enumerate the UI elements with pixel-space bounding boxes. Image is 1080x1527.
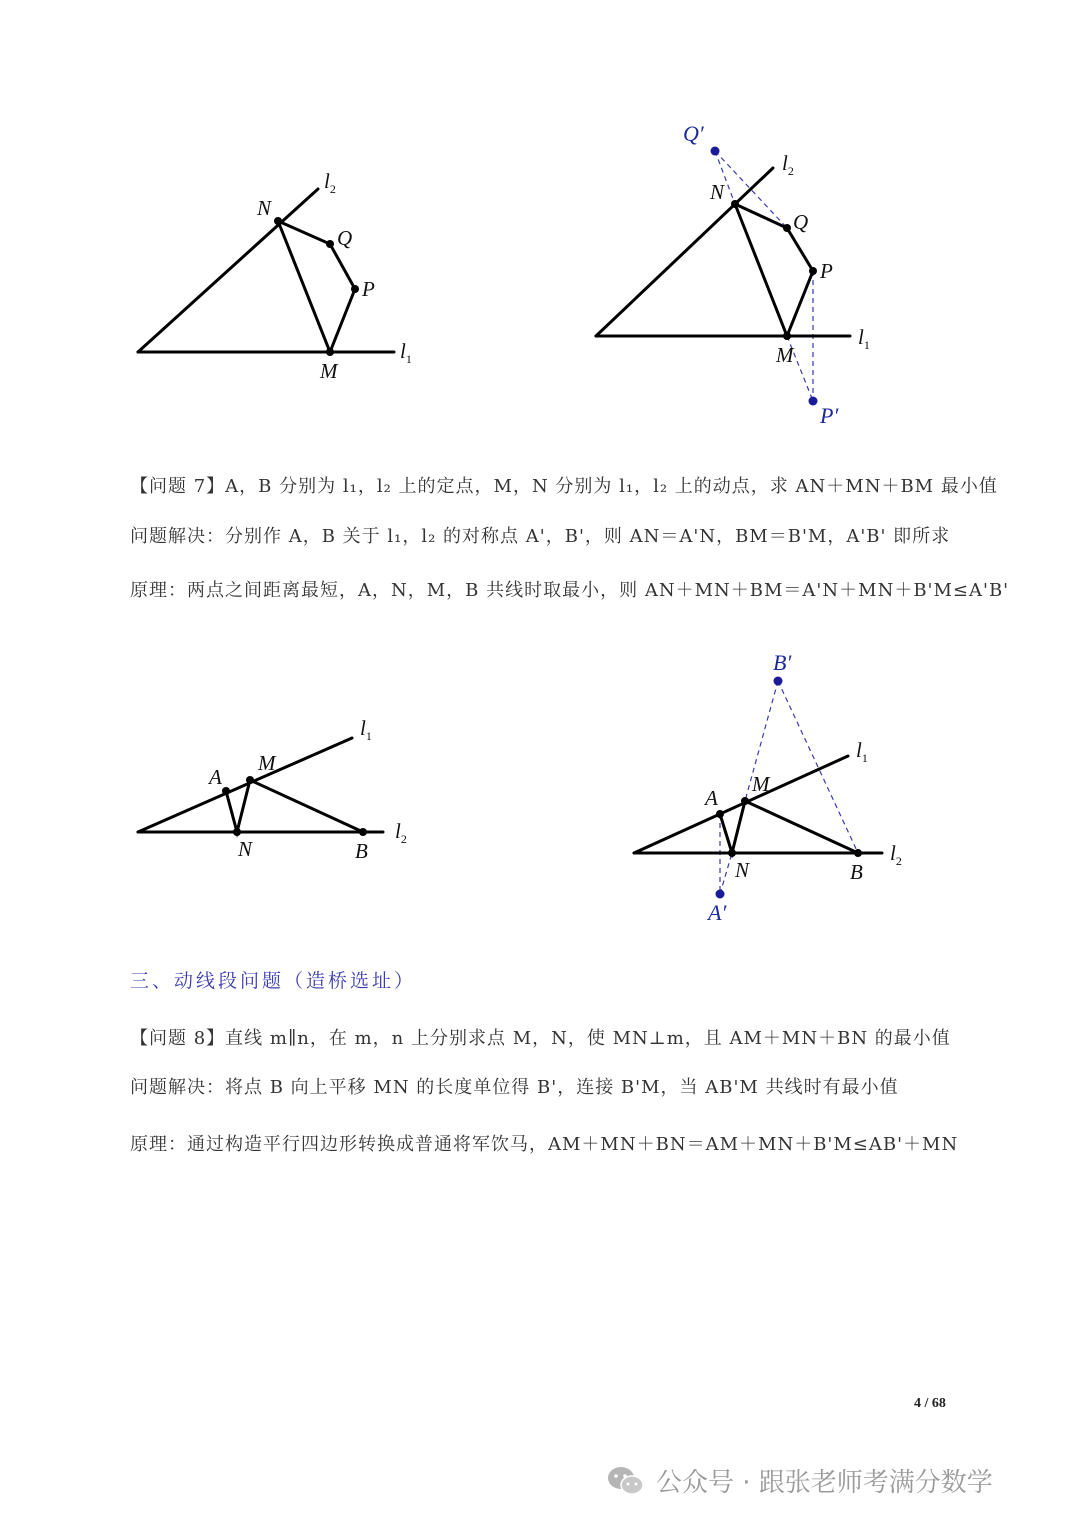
problem8-title: 【问题 8】直线 m∥n，在 m，n 上分别求点 M，N，使 MN⊥m，且 AM＋MN＋BN 的最小值 [130,1028,951,1049]
wechat-icon [606,1465,646,1497]
problem7-principle: 原理：两点之间距离最短，A，N，M，B 共线时取最小，则 AN＋MN＋BM＝A'N＋MN＋B'M≤A'B' [130,580,1010,601]
fig3-label-B: B [355,839,368,863]
fig1-label-l2: $l_2$ [324,169,336,196]
fig3-point-B [359,828,367,836]
fig3-point-N [233,828,241,836]
fig4-point-B [854,849,862,857]
fig4-label-Bprime: B′ [773,650,792,675]
fig2-label-Q: Q [793,210,809,234]
fig2-point-N [731,200,739,208]
fig2-label-Pprime: P′ [820,403,839,428]
fig2-label-l2: $l_2$ [782,151,794,178]
fig3-label-A: A [209,765,222,789]
fig4-point-Bprime [774,677,783,686]
figure-3 [138,716,407,863]
fig2-label-P: P [820,259,833,283]
fig1-point-P [351,285,359,293]
fig1-label-P: P [362,277,375,301]
fig3-point-M [246,776,254,784]
footer-text: 公众号 · 跟张老师考满分数学 [656,1468,993,1498]
fig3-path [226,780,363,832]
page-number: 4 / 68 [914,1396,946,1411]
fig2-point-Q [783,224,791,232]
fig4-label-B: B [850,860,863,884]
fig4-label-M: M [752,772,770,796]
fig1-label-l1: $l_1$ [400,339,412,366]
fig4-dash-aprime-n [720,853,732,894]
fig2-line-l2 [596,168,773,336]
fig3-label-M: M [258,751,276,775]
fig2-point-P [809,267,817,275]
fig2-label-l1: $l_1$ [858,325,870,352]
fig4-label-l1: $l_1$ [856,738,868,765]
fig1-label-N: N [257,196,272,220]
fig3-label-l1: $l_1$ [360,716,372,743]
fig2-point-M [783,332,791,340]
fig3-point-A [222,787,230,795]
problem8-solution: 问题解决：将点 B 向上平移 MN 的长度单位得 B'，连接 B'M，当 AB'M 共线时有最小值 [130,1077,899,1098]
fig3-line-l1 [138,738,352,832]
fig2-label-M: M [776,343,794,367]
fig1-line-l2 [138,189,318,352]
problem8-principle: 原理：通过构造平行四边形转换成普通将军饮马，AM＋MN＋BN＝AM＋MN＋B'M≤AB'＋MN [130,1134,959,1155]
fig4-label-N: N [735,858,750,882]
fig4-point-Aprime [716,890,725,899]
fig2-point-Pprime [809,397,818,406]
fig4-line-l1 [634,756,848,853]
figure-4 [634,650,902,925]
fig4-point-M [741,797,749,805]
figure-1 [138,169,412,383]
section-heading: 三、动线段问题（造桥选址） [130,970,417,992]
fig1-point-Q [326,240,334,248]
figure-2 [596,121,870,428]
fig4-point-N [728,849,736,857]
fig4-path [720,801,858,853]
fig2-label-Qprime: Q′ [683,121,704,146]
fig4-point-A [716,810,724,818]
footer-watermark [606,1462,993,1499]
fig4-label-l2: $l_2$ [890,841,902,868]
problem7-solution: 问题解决：分别作 A，B 关于 l₁，l₂ 的对称点 A'，B'，则 AN＝A'N，BM＝B'M，A'B' 即所求 [130,526,951,547]
fig4-label-Aprime: A′ [708,900,727,925]
problem7-title: 【问题 7】A，B 分别为 l₁，l₂ 上的定点，M，N 分别为 l₁，l₂ 上的动点，求 AN＋MN＋BM 最小值 [130,476,998,497]
fig4-dash-bprime-b [778,681,858,853]
fig3-label-l2: $l_2$ [395,819,407,846]
fig4-label-A: A [705,786,718,810]
fig1-label-Q: Q [337,226,353,250]
fig1-point-M [326,348,334,356]
fig2-point-Qprime [711,147,720,156]
fig2-label-N: N [710,180,725,204]
fig1-label-M: M [320,359,338,383]
fig1-point-N [274,217,282,225]
fig3-label-N: N [238,837,253,861]
